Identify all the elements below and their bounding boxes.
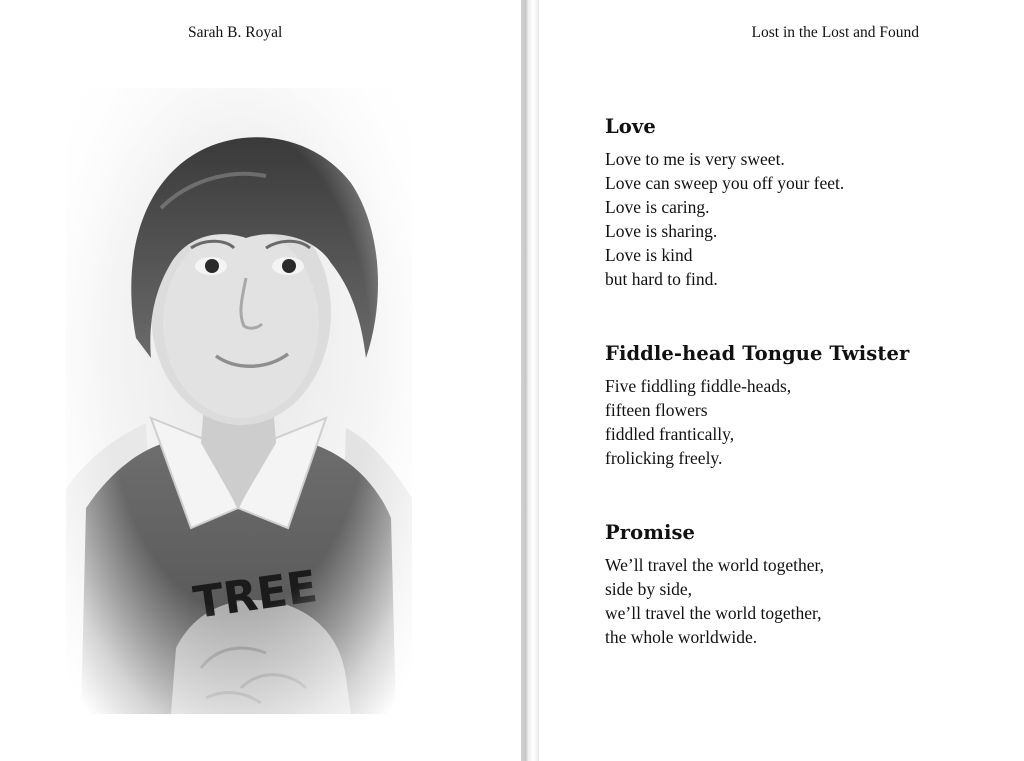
author-running-head: Sarah B. Royal (188, 24, 283, 41)
poem-line: We’ll travel the world together, (605, 555, 824, 575)
poem-fiddle-head (605, 342, 909, 470)
poem-stanza (605, 553, 824, 649)
title-running-head: Lost in the Lost and Found (751, 24, 919, 41)
poem-line: we’ll travel the world together, (605, 603, 822, 623)
poem-line: the whole worldwide. (605, 627, 758, 647)
poem-line: fiddled frantically, (605, 424, 735, 444)
poem-line: Love is caring. (605, 197, 710, 217)
book-gutter (521, 0, 539, 761)
poem-love (605, 115, 844, 291)
poem-line: Five fiddling fiddle-heads, (605, 376, 792, 396)
portrait-photo (66, 88, 412, 714)
poem-line: but hard to find. (605, 269, 718, 289)
poem-title: Fiddle-head Tongue Twister (605, 342, 910, 365)
poem-line: Love can sweep you off your feet. (605, 173, 845, 193)
poem-stanza (605, 374, 909, 470)
poem-title: Promise (605, 521, 696, 544)
poem-stanza (605, 147, 844, 291)
poem-line: fifteen flowers (605, 400, 708, 420)
poem-line: Love is kind (605, 245, 693, 265)
poem-line: Love to me is very sweet. (605, 149, 785, 169)
right-page (539, 0, 1024, 761)
poem-line: Love is sharing. (605, 221, 718, 241)
poem-line: side by side, (605, 579, 693, 599)
poem-title: Love (605, 115, 656, 138)
poem-line: frolicking freely. (605, 448, 723, 468)
poem-promise (605, 521, 824, 649)
